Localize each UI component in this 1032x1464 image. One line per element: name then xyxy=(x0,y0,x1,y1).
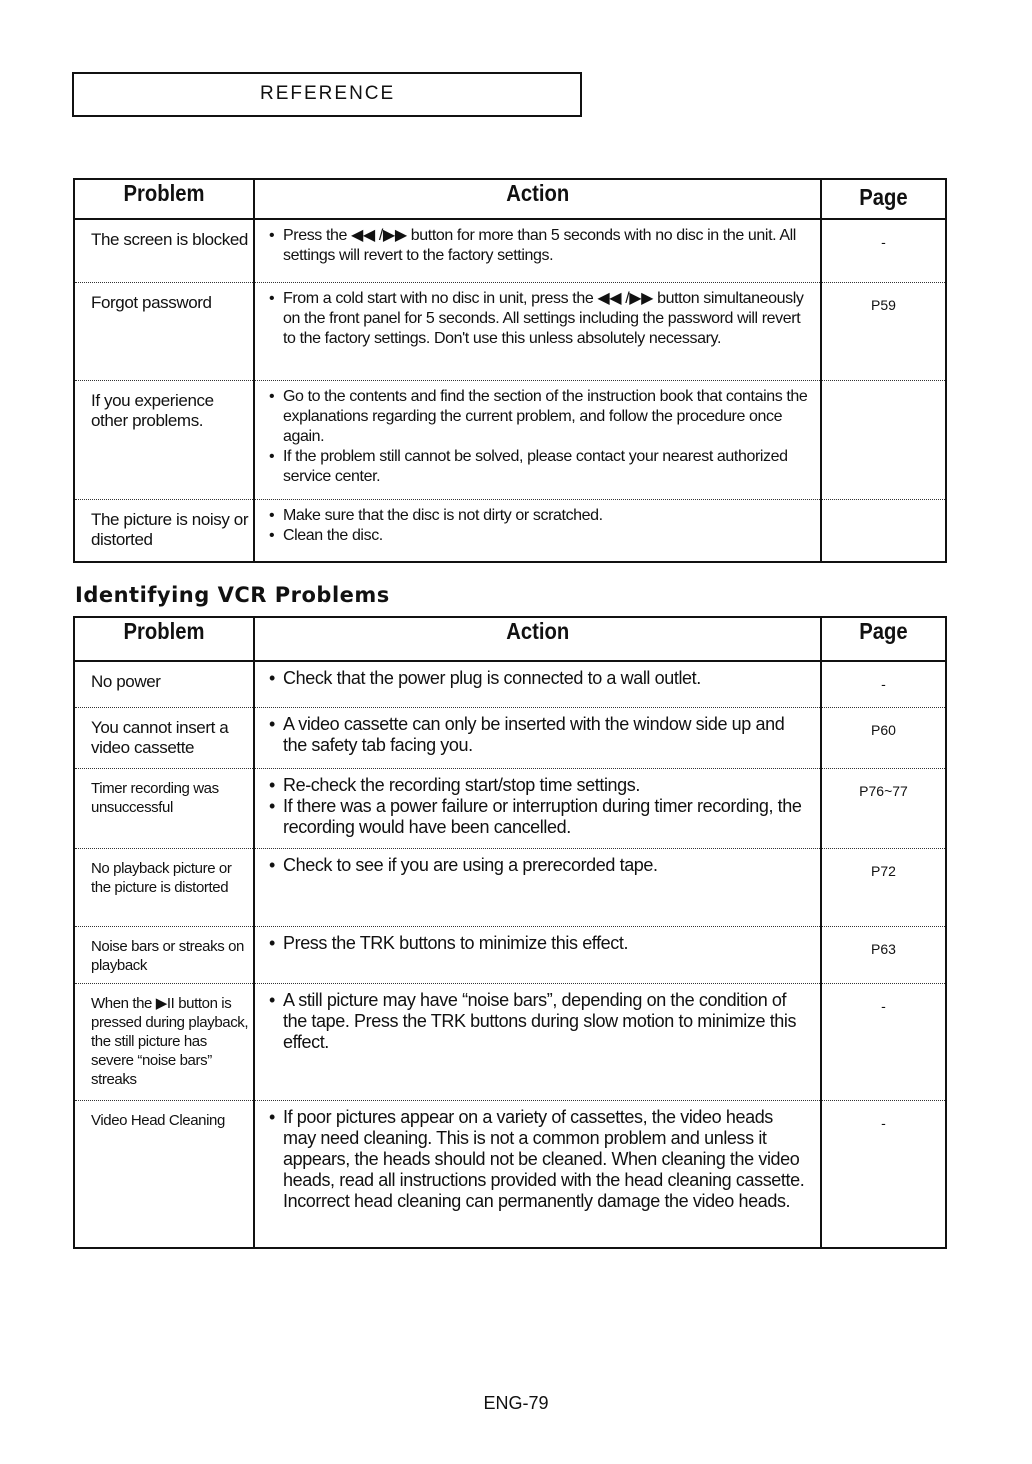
table-row xyxy=(74,1100,946,1248)
dvd-troubleshooting-table xyxy=(73,178,947,563)
action-bullet: • Clean the disc. xyxy=(265,526,810,546)
reference-label: REFERENCE xyxy=(260,83,396,104)
action-bullet: • A video cassette can only be inserted with the window side up and the safety tab facing you. xyxy=(265,714,810,756)
reference-header-box xyxy=(72,72,582,117)
action-bullet: • Re-check the recording start/stop time settings. xyxy=(265,775,810,796)
action-bullet: • Check to see if you are using a prerecorded tape. xyxy=(265,855,810,876)
page-cell: P60 xyxy=(821,707,946,768)
page-cell xyxy=(821,499,946,562)
table-row xyxy=(74,848,946,926)
action-bullet: • Check that the power plug is connected to a wall outlet. xyxy=(265,668,810,689)
problem-cell: The screen is blocked xyxy=(74,219,254,282)
problem-cell: When the ▶II button is pressed during playback, the still picture has severe “noise bars” streaks xyxy=(74,983,254,1100)
action-cell xyxy=(254,499,821,562)
action-bullet: • A still picture may have “noise bars”, depending on the condition of the tape. Press the TRK buttons during slow motion to minimize this effect. xyxy=(265,990,810,1053)
header-action: Action xyxy=(254,179,821,219)
action-cell xyxy=(254,768,821,848)
action-cell xyxy=(254,380,821,499)
page-cell: P59 xyxy=(821,282,946,380)
section-title: Identifying VCR Problems xyxy=(75,583,390,607)
action-cell xyxy=(254,848,821,926)
page-cell: P63 xyxy=(821,926,946,983)
table-row xyxy=(74,282,946,380)
page-number: ENG-79 xyxy=(483,1393,549,1413)
problem-cell: If you experience other problems. xyxy=(74,380,254,499)
action-bullet: • If poor pictures appear on a variety of cassettes, the video heads may need cleaning. This is not a common problem and unless it appears, the heads should not be cleaned. When cleaning the video heads, read all instructions provided with the head cleaning cassette. Incorrect head cleaning can permanently damage the video heads. xyxy=(265,1107,810,1212)
table-row xyxy=(74,768,946,848)
action-bullet: • Press the ◀◀ /▶▶ button for more than 5 seconds with no disc in the unit. All settings will revert to the factory settings. xyxy=(265,226,810,266)
table-row xyxy=(74,707,946,768)
table-row xyxy=(74,661,946,707)
problem-cell: No playback picture or the picture is distorted xyxy=(74,848,254,926)
action-bullet: • Press the TRK buttons to minimize this effect. xyxy=(265,933,810,954)
page-cell: P72 xyxy=(821,848,946,926)
action-cell xyxy=(254,707,821,768)
header-problem: Problem xyxy=(74,617,254,661)
action-bullet: • From a cold start with no disc in unit, press the ◀◀ /▶▶ button simultaneously on the front panel for 5 seconds. All settings including the password will revert to the factory settings. Don't use this unless absolutely necessary. xyxy=(265,289,810,349)
action-cell xyxy=(254,661,821,707)
table-row xyxy=(74,219,946,282)
action-cell xyxy=(254,1100,821,1248)
page-cell: - xyxy=(821,983,946,1100)
problem-cell: The picture is noisy or distorted xyxy=(74,499,254,562)
page-cell: P76~77 xyxy=(821,768,946,848)
table-row xyxy=(74,926,946,983)
page-cell: - xyxy=(821,219,946,282)
table-row xyxy=(74,380,946,499)
action-cell xyxy=(254,926,821,983)
header-page: Page xyxy=(821,179,946,219)
table-row xyxy=(74,983,946,1100)
action-cell xyxy=(254,983,821,1100)
page-cell xyxy=(821,380,946,499)
page-cell: - xyxy=(821,661,946,707)
action-cell xyxy=(254,219,821,282)
problem-cell: You cannot insert a video cassette xyxy=(74,707,254,768)
problem-cell: Video Head Cleaning xyxy=(74,1100,254,1248)
problem-cell: Noise bars or streaks on playback xyxy=(74,926,254,983)
action-cell xyxy=(254,282,821,380)
header-problem: Problem xyxy=(74,179,254,219)
action-bullet: • If the problem still cannot be solved, please contact your nearest authorized service center. xyxy=(265,447,810,487)
problem-cell: No power xyxy=(74,661,254,707)
vcr-troubleshooting-table xyxy=(73,616,947,1249)
action-bullet: • Make sure that the disc is not dirty or scratched. xyxy=(265,506,810,526)
header-page: Page xyxy=(821,617,946,661)
header-action: Action xyxy=(254,617,821,661)
problem-cell: Timer recording was unsuccessful xyxy=(74,768,254,848)
table-row xyxy=(74,499,946,562)
page-cell: - xyxy=(821,1100,946,1248)
action-bullet: • Go to the contents and find the section of the instruction book that contains the explanations regarding the current problem, and follow the procedure once again. xyxy=(265,387,810,447)
problem-cell: Forgot password xyxy=(74,282,254,380)
action-bullet: • If there was a power failure or interruption during timer recording, the recording would have been cancelled. xyxy=(265,796,810,838)
